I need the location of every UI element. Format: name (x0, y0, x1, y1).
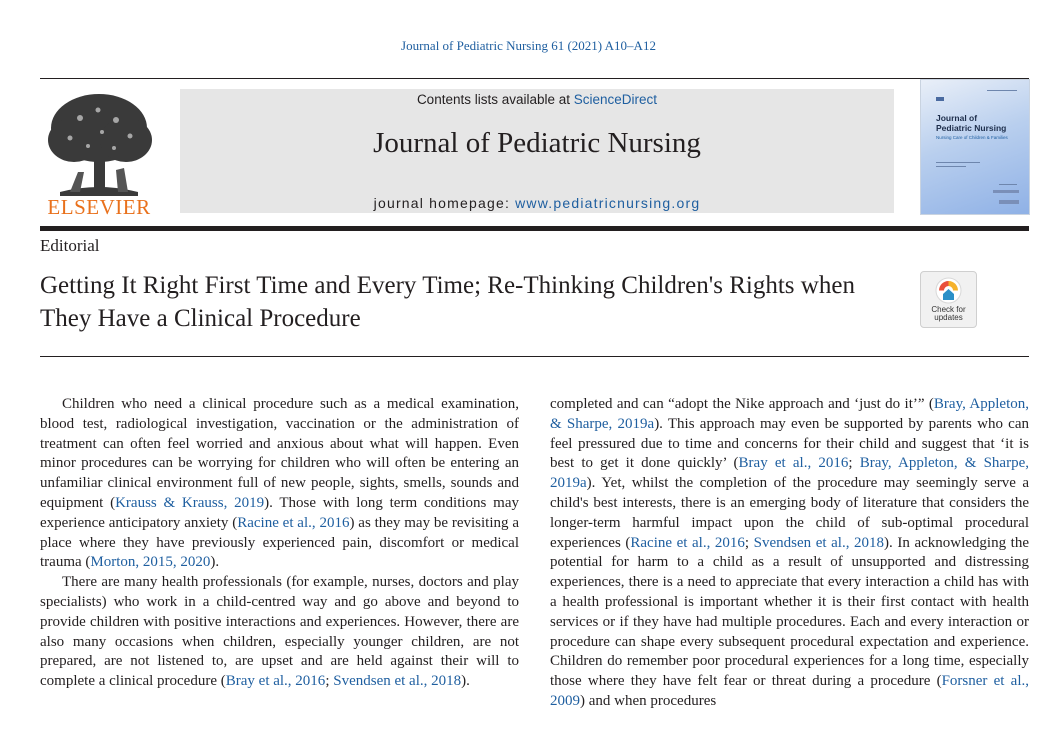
body-text: ). This approach may even be supported by parents who can feel pressured due to time and concerns for their child and suggest that ‘it is best to get it done quickly’ ( (550, 415, 1029, 472)
journal-homepage-line (180, 195, 894, 211)
check-for-updates-icon (935, 277, 962, 304)
journal-title: Journal of Pediatric Nursing (373, 127, 701, 159)
body-text: ; (848, 455, 860, 472)
cover-header-line (987, 90, 1017, 91)
citation-link[interactable]: Forsner et al., 2009 (550, 673, 1029, 709)
citation-link[interactable]: Bray, Appleton, & Sharpe, 2019a (550, 455, 1029, 492)
journal-cover-thumbnail[interactable] (920, 79, 1030, 215)
cover-title-line1: Journal of (936, 113, 978, 123)
citation-link[interactable]: Svendsen et al., 2018 (333, 673, 462, 690)
journal-citation[interactable]: Journal of Pediatric Nursing 61 (2021) A10–A12 (401, 38, 656, 53)
title-bottom-rule (40, 356, 1029, 357)
citation-link[interactable]: Racine et al., 2016 (630, 534, 745, 551)
contents-prefix: Contents lists available at (416, 92, 574, 107)
citation-link[interactable]: Bray, Appleton, & Sharpe, 2019a (550, 396, 1029, 432)
body-paragraph (40, 573, 519, 692)
sciencedirect-link[interactable]: ScienceDirect (573, 92, 658, 107)
header-top-rule (40, 78, 1029, 79)
body-text: ). (210, 554, 220, 571)
body-text: Children who need a clinical procedure such as a medical examination, blood test, radiological investigation, vaccination or the administration of treatment can often feel worried and anxious about what will happen. Even minor procedures can be worrying for children who will often be entering an unfamiliar clinical environment full of new people, sights, smells, sounds and equipment ( (40, 396, 519, 511)
citation-link[interactable]: Racine et al., 2016 (237, 514, 350, 531)
body-text: completed and can “adopt the Nike approach and ‘just do it’” ( (550, 396, 934, 412)
cover-text-line (936, 162, 980, 163)
badge-text (921, 306, 976, 322)
journal-masthead (180, 89, 894, 213)
citation-link[interactable]: Bray et al., 2016 (225, 673, 326, 690)
check-for-updates-badge[interactable] (920, 271, 977, 328)
body-text: ) as they may be revisiting a place where they have previously experienced pain, discomfort or medical trauma ( (40, 514, 519, 571)
contents-available-line (180, 92, 894, 107)
cover-logo-mark (993, 190, 1019, 193)
body-text: ) and when procedures (580, 692, 717, 709)
elsevier-wordmark[interactable]: ELSEVIER (47, 195, 151, 219)
body-paragraph (40, 395, 519, 573)
body-text: ). Yet, whilst the completion of the procedure may seemingly serve a child's best interests, there is an emerging body of literature that considers the longer-term harmful impact upon the child of sub-optimal procedural experiences ( (550, 475, 1029, 551)
cover-title (936, 113, 1026, 133)
body-text: ). In acknowledging the potential for harm to a child as a result of unsupported and distressing experiences, there is a need to appreciate that every interaction a child has with a health professional is important whether it is their first contact with health services or if they have had multiple procedures. Each and every interaction or procedure can shape every subsequent procedural expectation and experience. Children do remember poor procedural experiences for a long time, especially those where they have felt fear or threat during a procedure ( (550, 534, 1029, 690)
body-column-right (550, 395, 1029, 712)
badge-line1: Check for (931, 305, 966, 314)
body-text: ). Those with long term conditions may experience anticipatory anxiety ( (40, 494, 519, 531)
cover-title-line2: Pediatric Nursing (936, 123, 1007, 133)
article-type-label: Editorial (40, 236, 100, 255)
body-column-left (40, 395, 519, 692)
body-text: There are many health professionals (for example, nurses, doctors and play specialists) who work in a child-centred way and go above and beyond to provide children with positive interactions and experiences. However, there are also many occasions when children, especially younger children, are not prepared, are not listened to, are upset and are held against their will to complete a clinical procedure ( (40, 574, 519, 690)
badge-line2: updates (934, 313, 963, 322)
citation-link[interactable]: Bray et al., 2016 (738, 455, 849, 472)
citation-link[interactable]: Svendsen et al., 2018 (753, 534, 885, 551)
cover-mark (936, 97, 944, 101)
homepage-label: journal homepage: (373, 195, 516, 211)
homepage-url-link[interactable]: www.pediatricnursing.org (515, 195, 701, 211)
citation-link[interactable]: Morton, 2015, 2020 (90, 554, 211, 571)
cover-text-line (936, 166, 966, 167)
body-paragraph (550, 395, 1029, 712)
header-bottom-rule (40, 226, 1029, 231)
article-title: Getting It Right First Time and Every Time; Re-Thinking Children's Rights when They Have a Clinical Procedure (40, 272, 855, 332)
body-text: ; (744, 534, 754, 551)
citation-link[interactable]: Krauss & Krauss, 2019 (115, 494, 265, 511)
cover-text-line (999, 184, 1017, 185)
cover-publisher-mark (999, 200, 1019, 204)
cover-subtitle: Nursing Care of Children & Families (936, 135, 1008, 140)
body-text: ; (325, 673, 334, 690)
body-text: ). (461, 673, 470, 690)
